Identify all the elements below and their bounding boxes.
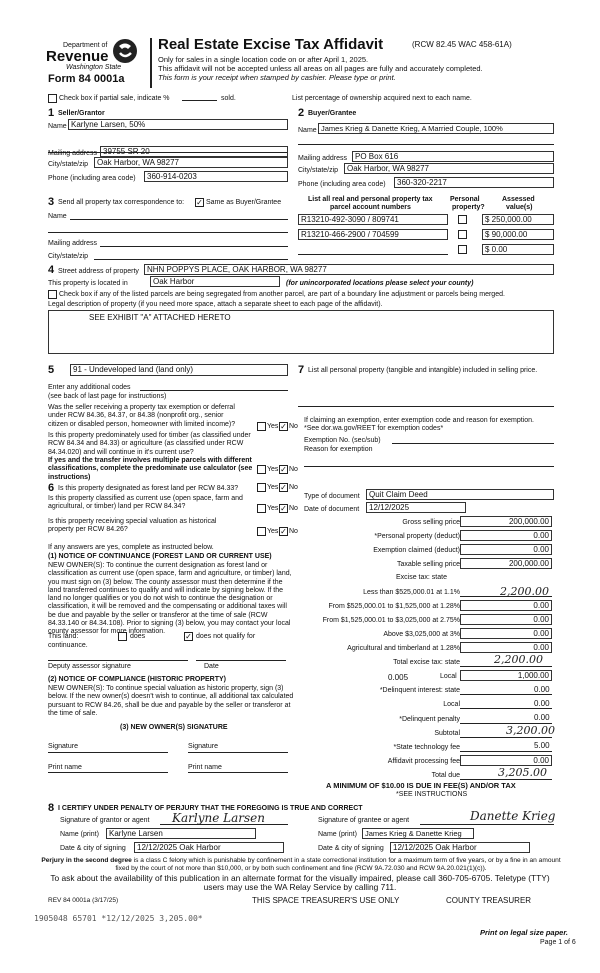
page-number: Page 1 of 6 bbox=[540, 939, 576, 946]
buyer-phone-field[interactable]: 360-320-2217 bbox=[394, 177, 554, 188]
seller-city-field[interactable]: Oak Harbor, WA 98277 bbox=[94, 157, 288, 168]
exempt-deduct-field[interactable]: 0.00 bbox=[460, 544, 552, 555]
revision-label: REV 84 0001a (3/17/25) bbox=[48, 897, 119, 904]
s6-q3-yes-checkbox[interactable] bbox=[257, 527, 266, 536]
grantor-sig-label: Signature of grantor or agent bbox=[60, 817, 150, 824]
buyer-city-field[interactable]: Oak Harbor, WA 98277 bbox=[344, 163, 554, 174]
seller-phone-field[interactable]: 360-914-0203 bbox=[144, 171, 288, 182]
print-name-label-2: Print name bbox=[188, 764, 222, 771]
grantee-date-label: Date & city of signing bbox=[318, 845, 384, 852]
excise-label: Excise tax: state bbox=[396, 574, 447, 581]
delinq-local-value[interactable]: 0.00 bbox=[534, 699, 550, 708]
deputy-sig-label: Deputy assessor signature bbox=[48, 663, 131, 670]
proc-fee-field[interactable]: 0.00 bbox=[460, 755, 552, 766]
segregated-checkbox[interactable] bbox=[48, 290, 57, 299]
doc-type-label: Type of document bbox=[304, 493, 360, 500]
local-label: Local bbox=[440, 673, 457, 680]
subtotal-handwritten[interactable]: 3,200.00 bbox=[506, 724, 555, 737]
legal-desc-text: SEE EXHIBIT "A" ATTACHED HERETO bbox=[89, 313, 231, 322]
does-not-qualify-checkbox[interactable]: ✓ bbox=[185, 632, 192, 641]
grantee-sig-label: Signature of grantee or agent bbox=[318, 817, 410, 824]
s6-q2-yes-label: Yes bbox=[267, 505, 279, 512]
section-5-number: 5 bbox=[48, 364, 55, 376]
s6-q1-no-checkbox[interactable]: ✓ bbox=[280, 483, 287, 492]
assessed-header: Assessed bbox=[502, 196, 535, 203]
buyer-mail-field[interactable]: PO Box 616 bbox=[352, 151, 554, 162]
notice-3-title: (3) NEW OWNER(S) SIGNATURE bbox=[120, 724, 228, 731]
street-address-field[interactable]: NHN POPPYS PLACE, OAK HARBOR, WA 98277 bbox=[144, 264, 554, 275]
perjury-notice: Perjury in the second degree is a class C felony which is punishable by confinement in a state correctional institution for a maximum term of five years, or by a fine in an amount fixed by the court of not more than $10,000, or by both such confinement and fine (RCW 9A.72.030 and RCW 9A.20.021(1)(c)). bbox=[41, 857, 561, 872]
page-title: Real Estate Excise Tax Affidavit bbox=[158, 36, 384, 53]
s5-q1-yes-label: Yes bbox=[267, 423, 279, 430]
s5-q2-no-label: No bbox=[289, 466, 298, 473]
assessed-value-2[interactable]: $ 90,000.00 bbox=[482, 229, 554, 240]
total-state-label: Total excise tax: state bbox=[393, 659, 460, 666]
treasurer-only-label: THIS SPACE TREASURER'S USE ONLY bbox=[252, 896, 400, 905]
exemption-no-label: Exemption No. (sec/sub) bbox=[304, 437, 381, 444]
grantee-name-label: Name (print) bbox=[318, 831, 357, 838]
location-note: (for unincorporated locations please select your county) bbox=[286, 280, 474, 287]
notice-2-title: (2) NOTICE OF COMPLIANCE (HISTORIC PROPERTY) bbox=[48, 676, 226, 683]
print-name-label-1: Print name bbox=[48, 764, 82, 771]
s6-q1-yes-label: Yes bbox=[267, 484, 279, 491]
assessed-value-1[interactable]: $ 250,000.00 bbox=[482, 214, 554, 225]
county-treasurer-label: COUNTY TREASURER bbox=[446, 896, 532, 905]
minimum-note: A MINIMUM OF $10.00 IS DUE IN FEE(S) AND/OR TAX bbox=[326, 781, 516, 790]
segregated-label: Check box if any of the listed parcels are being segregated from another parcel, are part of a boundary line adjustment or parcels being merged. bbox=[59, 291, 505, 298]
tier-3-label: From $1,525,000.01 to $3,025,000 at 2.75% bbox=[322, 617, 460, 624]
header-line-2: This affidavit will not be accepted unless all areas on all pages are fully and accurately completed. bbox=[158, 64, 483, 73]
s6-question-2: Is this property classified as current use (open space, farm and agricultural, or timber) land per RCW 84.34? bbox=[48, 495, 243, 511]
grantor-signature[interactable]: Karlyne Larsen bbox=[172, 811, 265, 825]
subtotal-label: Subtotal bbox=[434, 730, 460, 737]
partial-sale-label: Check box if partial sale, indicate % bbox=[59, 95, 170, 102]
local-field[interactable]: 1,000.00 bbox=[460, 670, 552, 681]
grantee-name-field[interactable]: James Krieg & Danette Krieg bbox=[362, 828, 474, 839]
header-line-1: Only for sales in a single location code on or after April 1, 2025. bbox=[158, 55, 369, 64]
dor-logo-icon bbox=[111, 37, 139, 65]
grantor-date-field[interactable]: 12/12/2025 Oak Harbor bbox=[134, 842, 284, 853]
s5-question-2: Is this property predominately used for timber (as classified under RCW 84.34 and 84.33) or agriculture (as classified under RCW 84.34.020) and will continue in it's current use? bbox=[48, 432, 251, 456]
local-rate: 0.005 bbox=[388, 673, 409, 682]
penalty-value[interactable]: 0.00 bbox=[534, 713, 550, 722]
grantee-date-field[interactable]: 12/12/2025 Oak Harbor bbox=[390, 842, 530, 853]
location-label: This property is located in bbox=[48, 280, 128, 287]
s5-q2-yes-label: Yes bbox=[267, 466, 279, 473]
dept-label: Department of bbox=[63, 42, 108, 49]
revenue-logo-text: Revenue bbox=[46, 48, 109, 65]
notice-1-title: (1) NOTICE OF CONTINUANCE (FOREST LAND OR CURRENT USE) bbox=[48, 553, 272, 560]
buyer-name-field[interactable]: James Krieg & Danette Krieg, A Married Couple, 100% bbox=[318, 123, 554, 134]
if-yes-label: If any answers are yes, complete as instructed below. bbox=[48, 544, 214, 551]
personal-checkbox-3[interactable] bbox=[458, 245, 467, 254]
header-line-3: This form is your receipt when stamped by cashier. Please type or print. bbox=[158, 73, 396, 82]
s5-question-2b: If yes and the transfer involves multiple parcels with different classifications, complete the predominate use calculator (see instructions) bbox=[48, 457, 253, 481]
total-due-handwritten[interactable]: 3,205.00 bbox=[498, 766, 547, 779]
corr-mail-label: Mailing address bbox=[48, 240, 98, 247]
tier-2-label: From $525,000.01 to $1,525,000 at 1.28% bbox=[328, 603, 460, 610]
exempt-deduct-label: Exemption claimed (deduct) bbox=[373, 547, 460, 554]
delinq-state-label: *Delinquent interest: state bbox=[379, 687, 460, 694]
tier-1-label: Less than $525,000.01 at 1.1% bbox=[363, 589, 460, 596]
see-instructions: *SEE INSTRUCTIONS bbox=[396, 791, 468, 798]
grantee-signature[interactable]: Danette Krieg bbox=[470, 809, 556, 823]
grantor-name-label: Name (print) bbox=[60, 831, 99, 838]
seller-name-field[interactable]: Karlyne Larsen, 50% bbox=[68, 119, 288, 130]
alt-format-notice: To ask about the availability of this publication in an alternate format for the visually impaired, please call 360-705-6705. Teletype (TTY) users may use the WA Relay Service by calling 711. bbox=[50, 873, 550, 893]
same-as-buyer-label: Same as Buyer/Grantee bbox=[206, 199, 282, 206]
notice-1-text: NEW OWNER(S): To continue the current designation as forest land or classification as current use (open space, farm and agriculture, or timber) land, you must sign on (3) below. The county assessor must then determine if the land transferred continues to qualify and will indicate by signing below. If the land no longer qualifies or you do not wish to continue the designation or classification, it will be removed and the compensating or additional taxes will be due and payable by the seller or transferor at the time of sale (RCW 84.33.140 or 84.34.108). Prior to signing (3) below, you may contact your local county assessor for more information. bbox=[48, 562, 292, 635]
tech-fee-value[interactable]: 5.00 bbox=[534, 741, 550, 750]
exemption-instructions: If claiming an exemption, enter exemption code and reason for exemption. *See dor.wa.gov/REET for exemption codes* bbox=[304, 417, 534, 433]
delinq-local-label: Local bbox=[443, 701, 460, 708]
personal-header: Personal bbox=[450, 196, 480, 203]
seller-mail-label: Mailing address bbox=[48, 150, 98, 157]
buyer-city-label: City/state/zip bbox=[298, 167, 339, 174]
parcels-header-2: parcel account numbers bbox=[330, 204, 411, 211]
tier-5-field[interactable]: 0.00 bbox=[460, 642, 552, 653]
s5-q1-yes-checkbox[interactable] bbox=[257, 422, 266, 431]
proc-fee-label: Affidavit processing fee bbox=[387, 758, 460, 765]
parcels-header: List all real and personal property tax bbox=[308, 196, 433, 203]
s5-question-1: Was the seller receiving a property tax exemption or deferral under RCW 84.36, 84.37, or 84.38 (nonprofit org., senior citizen or disabled person, homeowner with limited income)? bbox=[48, 404, 236, 428]
gross-label: Gross selling price bbox=[402, 519, 460, 526]
s5-q2-yes-checkbox[interactable] bbox=[257, 465, 266, 474]
legal-desc-field[interactable] bbox=[48, 310, 554, 354]
treasurer-stamp: 1905048 65701 *12/12/2025 3,205.00* bbox=[34, 914, 203, 923]
doc-date-label: Date of document bbox=[304, 506, 360, 513]
s6-q2-no-label: No bbox=[289, 505, 298, 512]
s6-q3-no-checkbox[interactable]: ✓ bbox=[280, 527, 287, 536]
this-land-label: This land: bbox=[48, 633, 79, 640]
state-label: Washington State bbox=[66, 64, 122, 71]
tier-5-label: Agricultural and timberland at 1.28% bbox=[347, 645, 460, 652]
form-number: Form 84 0001a bbox=[48, 73, 125, 85]
total-due-label: Total due bbox=[431, 772, 460, 779]
seller-title: Seller/Grantor bbox=[58, 110, 105, 117]
tier-2-field[interactable]: 0.00 bbox=[460, 600, 552, 611]
gross-field[interactable]: 200,000.00 bbox=[460, 516, 552, 527]
s5-q2-no-checkbox[interactable]: ✓ bbox=[280, 465, 287, 474]
tier-3-field[interactable]: 0.00 bbox=[460, 614, 552, 625]
certify-statement: I CERTIFY UNDER PENALTY OF PERJURY THAT THE FOREGOING IS TRUE AND CORRECT bbox=[58, 805, 363, 812]
section-8-number: 8 bbox=[48, 802, 55, 814]
street-label: Street address of property bbox=[58, 268, 139, 275]
doc-date-field[interactable]: 12/12/2025 bbox=[366, 502, 466, 513]
s6-q2-yes-checkbox[interactable] bbox=[257, 504, 266, 513]
section-6-number: 6 bbox=[48, 482, 55, 494]
s6-q1-no-label: No bbox=[289, 484, 298, 491]
buyer-mail-label: Mailing address bbox=[298, 155, 348, 162]
does-not-label: does not qualify for bbox=[196, 633, 256, 640]
s6-question-1: Is this property designated as forest land per RCW 84.33? bbox=[58, 485, 239, 492]
same-as-buyer-checkbox[interactable]: ✓ bbox=[196, 198, 203, 207]
personal-deduct-field[interactable]: 0.00 bbox=[460, 530, 552, 541]
buyer-title: Buyer/Grantee bbox=[308, 110, 357, 117]
tech-fee-label: *State technology fee bbox=[393, 744, 460, 751]
s6-q3-yes-label: Yes bbox=[267, 528, 279, 535]
tier-4-field[interactable]: 0.00 bbox=[460, 628, 552, 639]
personal-checkbox-2[interactable] bbox=[458, 230, 467, 239]
assessed-header-2: value(s) bbox=[506, 204, 533, 211]
personal-checkbox-1[interactable] bbox=[458, 215, 467, 224]
parcel-account-1[interactable]: R13210-492-3090 / 809741 bbox=[298, 214, 448, 225]
buyer-phone-label: Phone (including area code) bbox=[298, 181, 386, 188]
s6-question-3: Is this property receiving special valuation as historical property per RCW 84.26? bbox=[48, 518, 217, 534]
land-use-code-select[interactable]: 91 - Undeveloped land (land only) bbox=[70, 364, 288, 376]
delinq-state-value[interactable]: 0.00 bbox=[534, 685, 550, 694]
taxable-label: Taxable selling price bbox=[396, 561, 460, 568]
tier-4-label: Above $3,025,000 at 3% bbox=[383, 631, 460, 638]
continuance-label: continuance. bbox=[48, 642, 88, 649]
penalty-label: *Delinquent penalty bbox=[399, 716, 460, 723]
section-1-number: 1 bbox=[48, 107, 55, 119]
assessed-value-3[interactable]: $ 0.00 bbox=[482, 244, 554, 255]
s5-q1-no-label: No bbox=[289, 423, 298, 430]
partial-sale-checkbox[interactable] bbox=[48, 94, 57, 103]
tier-1-handwritten[interactable]: 2,200.00 bbox=[500, 585, 549, 598]
personal-property-label: List all personal property (tangible and intangible) included in selling price. bbox=[308, 367, 538, 374]
sig-label-2: Signature bbox=[188, 743, 218, 750]
section-4-number: 4 bbox=[48, 264, 55, 276]
seller-name-label: Name bbox=[48, 123, 67, 130]
total-state-handwritten[interactable]: 2,200.00 bbox=[494, 653, 543, 666]
does-qualify-checkbox[interactable] bbox=[118, 632, 127, 641]
ownership-note: List percentage of ownership acquired next to each name. bbox=[292, 95, 472, 102]
location-select[interactable]: Oak Harbor bbox=[150, 276, 280, 287]
sig-label-1: Signature bbox=[48, 743, 78, 750]
correspondence-label: Send all property tax correspondence to: bbox=[58, 199, 185, 206]
s6-q1-yes-checkbox[interactable] bbox=[257, 483, 266, 492]
personal-deduct-label: *Personal property (deduct) bbox=[374, 533, 460, 540]
taxable-field[interactable]: 200,000.00 bbox=[460, 558, 552, 569]
doc-type-field[interactable]: Quit Claim Deed bbox=[366, 489, 554, 500]
rcw-ref: (RCW 82.45 WAC 458-61A) bbox=[412, 40, 512, 49]
legal-paper-note: Print on legal size paper. bbox=[480, 928, 568, 937]
seller-phone-label: Phone (including area code) bbox=[48, 175, 136, 182]
grantor-date-label: Date & city of signing bbox=[60, 845, 126, 852]
s6-q3-no-label: No bbox=[289, 528, 298, 535]
section-3-number: 3 bbox=[48, 196, 55, 208]
see-last-label: (see back of last page for instructions) bbox=[48, 393, 167, 400]
seller-city-label: City/state/zip bbox=[48, 161, 89, 168]
s5-q1-no-checkbox[interactable]: ✓ bbox=[280, 422, 287, 431]
corr-city-label: City/state/zip bbox=[48, 253, 89, 260]
reason-label: Reason for exemption bbox=[304, 446, 373, 453]
grantor-name-field[interactable]: Karlyne Larsen bbox=[106, 828, 256, 839]
parcel-account-2[interactable]: R13210-466-2900 / 704599 bbox=[298, 229, 448, 240]
section-2-number: 2 bbox=[298, 107, 305, 119]
section-7-number: 7 bbox=[298, 364, 305, 376]
s6-q2-no-checkbox[interactable]: ✓ bbox=[280, 504, 287, 513]
personal-header-2: property? bbox=[452, 204, 485, 211]
does-label: does bbox=[130, 633, 146, 640]
legal-desc-label: Legal description of property (if you need more space, attach a separate sheet to each page of the affidavit). bbox=[48, 301, 383, 308]
corr-name-label: Name bbox=[48, 213, 67, 220]
add-codes-label: Enter any additional codes bbox=[48, 384, 131, 391]
notice-2-text: NEW OWNER(S): To continue special valuation as historic property, sign (3) below. If the new owner(s) doesn't wish to continue, all additional tax calculated pursuant to RCW 84.26, shall be due and payable by the seller or transferor at the time of sale. bbox=[48, 685, 294, 717]
deputy-date-label: Date bbox=[204, 663, 219, 670]
seller-mail-field[interactable]: 39755 SR 20 bbox=[100, 146, 288, 157]
partial-sold-label: sold. bbox=[221, 95, 236, 102]
buyer-name-label: Name bbox=[298, 127, 317, 134]
